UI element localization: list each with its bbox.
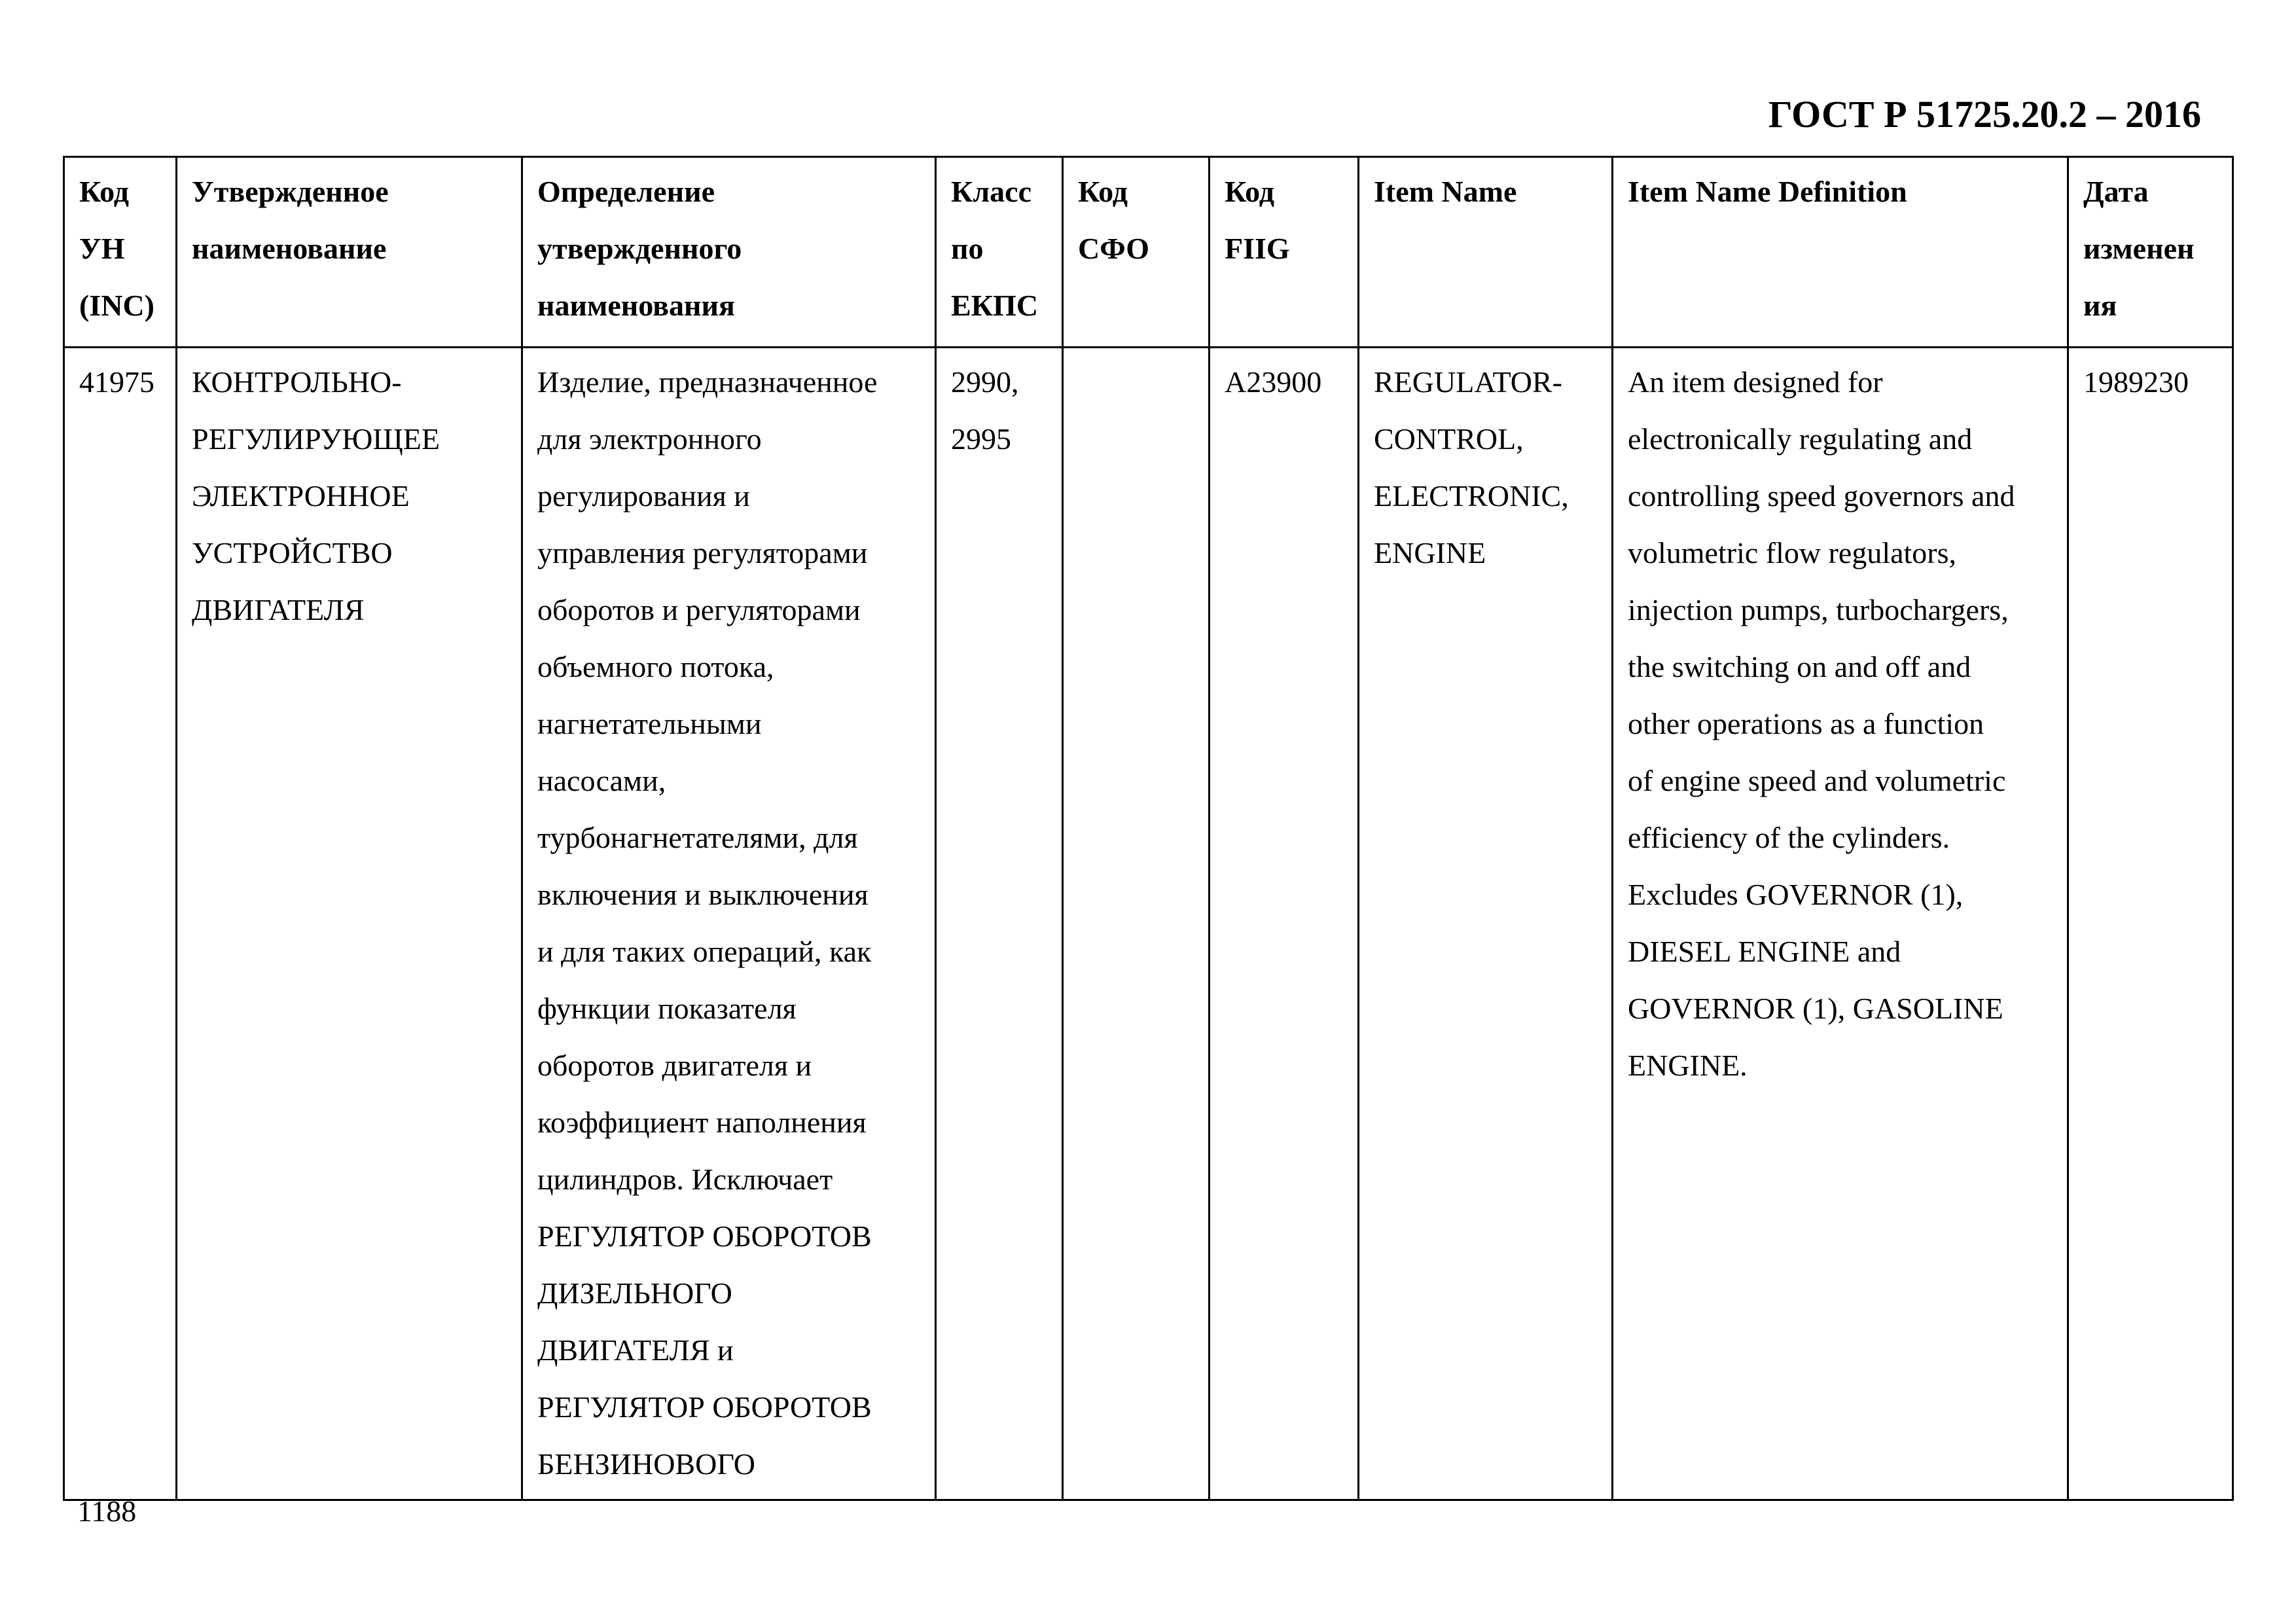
cell-line: injection pumps, turbochargers,	[1628, 593, 2009, 626]
header-line: наименования	[537, 289, 735, 322]
cell-line: ДИЗЕЛЬНОГО	[537, 1276, 732, 1310]
cell-line: ENGINE.	[1628, 1049, 1748, 1082]
cell-line: РЕГУЛЯТОР ОБОРОТОВ	[537, 1219, 872, 1253]
cell-approved-name	[177, 348, 522, 1500]
cell-line: для электронного	[537, 422, 762, 456]
cell-line: GOVERNOR (1), GASOLINE	[1628, 992, 2003, 1025]
header-line: Определение	[537, 175, 715, 208]
cell-line: оборотов и регуляторами	[537, 593, 861, 626]
header-inc-code	[64, 157, 177, 348]
header-line: FIIG	[1225, 232, 1290, 265]
header-line: Код	[1225, 175, 1275, 208]
cell-line: ЭЛЕКТРОННОЕ	[192, 479, 410, 513]
header-change-date	[2068, 157, 2233, 348]
cell-line: the switching on and off and	[1628, 650, 1971, 683]
cell-line: турбонагнетателями, для	[537, 821, 858, 854]
cell-line: CONTROL,	[1374, 422, 1524, 456]
header-line: ЕКПС	[951, 289, 1039, 322]
cell-change-date: 1989230	[2068, 348, 2233, 1500]
cell-item-name-definition	[1613, 348, 2068, 1500]
cell-line: Excludes GOVERNOR (1),	[1628, 878, 1964, 911]
cell-line: other operations as a function	[1628, 707, 1984, 740]
cell-line: УСТРОЙСТВО	[192, 536, 393, 569]
cell-line: 2990,	[951, 365, 1019, 399]
cell-line: REGULATOR-	[1374, 365, 1562, 399]
header-sfo-code	[1063, 157, 1210, 348]
cell-inc-code: 41975	[64, 348, 177, 1500]
cell-ekps-class	[936, 348, 1063, 1500]
header-line: Класс	[951, 175, 1031, 208]
header-item-name	[1359, 157, 1613, 348]
header-line: ия	[2083, 289, 2117, 322]
cell-line: БЕНЗИНОВОГО	[537, 1447, 756, 1481]
cell-line: включения и выключения	[537, 878, 869, 911]
header-line: (INC)	[79, 289, 154, 322]
cell-line: коэффициент наполнения	[537, 1106, 867, 1139]
cell-fiig-code: A23900	[1210, 348, 1359, 1500]
cell-line: ДВИГАТЕЛЯ	[192, 593, 365, 626]
header-line: изменен	[2083, 232, 2195, 265]
cell-line: electronically regulating and	[1628, 422, 1973, 456]
page-number: 1188	[77, 1494, 137, 1528]
cell-line: ДВИГАТЕЛЯ и	[537, 1333, 734, 1367]
nomenclature-table	[63, 156, 2234, 1501]
cell-line: регулирования и	[537, 479, 750, 513]
cell-line: controlling speed governors and	[1628, 479, 2015, 513]
header-item-name-definition	[1613, 157, 2068, 348]
cell-line: управления регуляторами	[537, 536, 868, 569]
cell-line: нагнетательными	[537, 707, 762, 740]
header-line: Item Name	[1374, 175, 1517, 208]
cell-line: 2995	[951, 422, 1011, 456]
header-line: Item Name Definition	[1628, 175, 1907, 208]
header-line: Утвержденное	[192, 175, 389, 208]
standard-code-header: ГОСТ Р 51725.20.2 – 2016	[1768, 93, 2201, 135]
cell-item-name	[1359, 348, 1613, 1500]
header-line: Дата	[2083, 175, 2149, 208]
cell-line: ENGINE	[1374, 536, 1486, 569]
cell-line: и для таких операций, как	[537, 935, 872, 968]
header-line: Код	[79, 175, 130, 208]
header-line: СФО	[1078, 232, 1150, 265]
cell-line: РЕГУЛЯТОР ОБОРОТОВ	[537, 1390, 872, 1424]
header-ekps-class	[936, 157, 1063, 348]
cell-line: DIESEL ENGINE and	[1628, 935, 1901, 968]
header-line: по	[951, 232, 984, 265]
header-line: УН	[79, 232, 125, 265]
cell-line: of engine speed and volumetric	[1628, 764, 2006, 797]
cell-line: насосами,	[537, 764, 666, 797]
cell-line: ELECTRONIC,	[1374, 479, 1569, 513]
header-approved-name	[177, 157, 522, 348]
cell-line: volumetric flow regulators,	[1628, 536, 1957, 569]
cell-line: объемного потока,	[537, 650, 774, 683]
cell-line: An item designed for	[1628, 365, 1883, 399]
cell-definition	[522, 348, 936, 1500]
header-definition	[522, 157, 936, 348]
header-line: утвержденного	[537, 232, 742, 265]
cell-line: efficiency of the cylinders.	[1628, 821, 1950, 854]
header-line: Код	[1078, 175, 1128, 208]
cell-line: оборотов двигателя и	[537, 1049, 812, 1082]
header-fiig-code	[1210, 157, 1359, 348]
cell-line: РЕГУЛИРУЮЩЕЕ	[192, 422, 440, 456]
table-row	[64, 348, 2233, 1500]
cell-line: цилиндров. Исключает	[537, 1163, 833, 1196]
cell-line: Изделие, предназначенное	[537, 365, 878, 399]
table-header-row	[64, 157, 2233, 348]
cell-line: КОНТРОЛЬНО-	[192, 365, 402, 399]
header-line: наименование	[192, 232, 387, 265]
cell-line: функции показателя	[537, 992, 797, 1025]
cell-sfo-code	[1063, 348, 1210, 1500]
